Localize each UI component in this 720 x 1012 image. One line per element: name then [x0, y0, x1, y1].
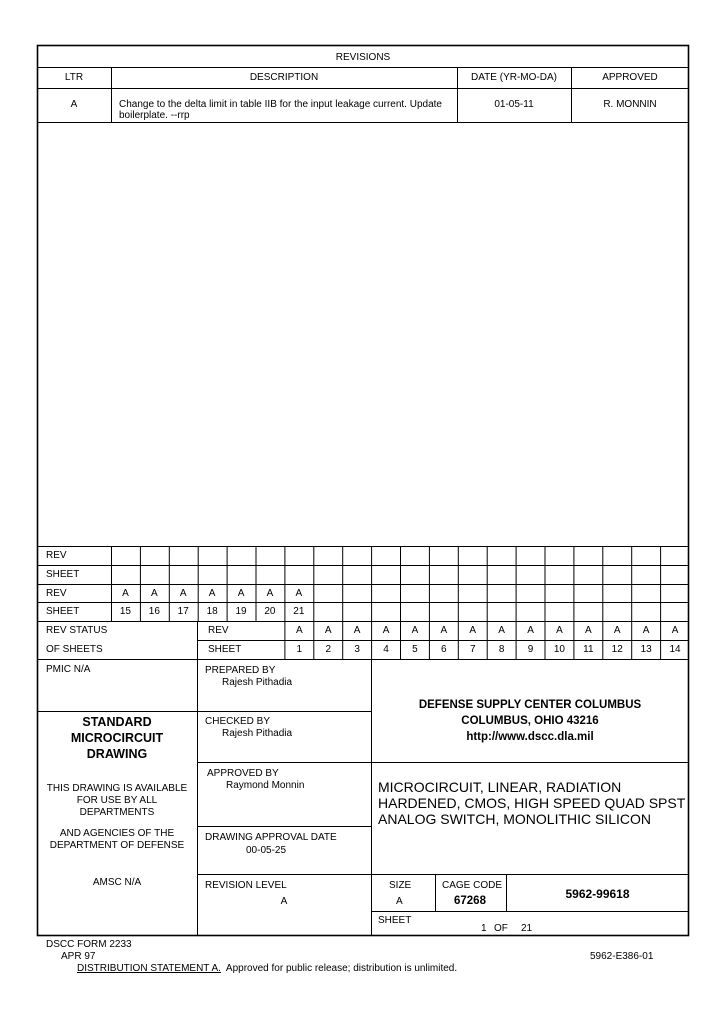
checked-by-name: Rajesh Pithadia — [222, 728, 293, 739]
lower-sheet-label: SHEET — [208, 644, 242, 655]
lower-sheet-cell: 10 — [553, 644, 565, 655]
prepared-by-name: Rajesh Pithadia — [222, 677, 293, 688]
prepared-by-label: PREPARED BY — [205, 665, 276, 676]
pmic-label: PMIC N/A — [46, 664, 91, 675]
col-description: DESCRIPTION — [249, 72, 319, 83]
revision-ltr: A — [70, 99, 78, 110]
distribution-text: Approved for public release; distribution is unlimited. — [220, 963, 458, 974]
upper-rev-cell: A — [266, 588, 274, 599]
revision-description-line2: boilerplate. --rrp — [119, 110, 190, 121]
lower-rev-cell: A — [498, 625, 505, 636]
revisions-header: REVISIONS — [335, 52, 391, 63]
lower-rev-cell: A — [411, 625, 419, 636]
availability-line-1: THIS DRAWING IS AVAILABLE — [46, 783, 188, 794]
drawing-number: 5962-99618 — [565, 887, 630, 901]
lower-sheet-cell: 8 — [498, 644, 505, 655]
lower-sheet-cell: 7 — [469, 644, 476, 655]
form-number: DSCC FORM 2233 — [46, 939, 132, 950]
sheet-number: 1 — [481, 923, 487, 934]
lower-sheet-cell: 13 — [640, 644, 652, 655]
availability-line-2: FOR USE BY ALL — [76, 795, 158, 806]
sheet-of: OF — [494, 923, 508, 934]
lower-sheet-cell: 6 — [441, 644, 447, 655]
upper-rev-label-1: REV — [46, 550, 67, 561]
lower-rev-cell: A — [296, 625, 303, 636]
lower-sheet-cell: 5 — [412, 644, 418, 655]
lower-rev-cell: A — [469, 625, 477, 636]
upper-rev-cell: A — [237, 588, 245, 599]
drawing-label: DRAWING — [86, 747, 148, 761]
agency-url: http://www.dscc.dla.mil — [466, 731, 594, 743]
availability-line-3: DEPARTMENTS — [79, 807, 155, 818]
upper-rev-cell: A — [122, 588, 129, 599]
upper-sheet-cell: 20 — [264, 606, 276, 617]
distribution-label: DISTRIBUTION STATEMENT A. — [77, 963, 221, 974]
lower-sheet-cell: 4 — [383, 644, 389, 655]
revision-approved: R. MONNIN — [603, 99, 657, 110]
drawing-title-line-3: ANALOG SWITCH, MONOLITHIC SILICON — [378, 811, 652, 827]
lower-sheet-cell: 3 — [354, 644, 360, 655]
approved-by-label: APPROVED BY — [207, 768, 279, 779]
lower-rev-label: REV — [208, 625, 229, 636]
col-ltr: LTR — [64, 72, 84, 83]
upper-rev-cell: A — [151, 588, 158, 599]
upper-sheet-cell: 16 — [148, 606, 160, 617]
lower-rev-cell: A — [585, 625, 592, 636]
upper-sheet-label-2: SHEET — [46, 606, 80, 617]
size-value: A — [396, 896, 403, 907]
of-sheets-label: OF SHEETS — [46, 644, 103, 655]
standard-label: STANDARD — [82, 715, 152, 729]
lower-rev-cell: A — [353, 625, 361, 636]
upper-rev-cell: A — [208, 588, 216, 599]
agency-name: DEFENSE SUPPLY CENTER COLUMBUS — [418, 699, 642, 711]
revision-description-line1: Change to the delta limit in table IIB for the input leakage current. Update — [119, 99, 442, 110]
checked-by-label: CHECKED BY — [205, 716, 271, 727]
lower-sheet-cell: 14 — [669, 644, 681, 655]
upper-sheet-cell: 21 — [293, 606, 305, 617]
upper-sheet-cell: 19 — [235, 606, 247, 617]
upper-sheet-cell: 17 — [177, 606, 189, 617]
upper-sheet-cell: 18 — [206, 606, 218, 617]
revision-level-label: REVISION LEVEL — [205, 880, 287, 891]
upper-sheet-label-1: SHEET — [46, 569, 80, 580]
col-approved: APPROVED — [602, 72, 658, 83]
agencies-line-2: DEPARTMENT OF DEFENSE — [49, 840, 185, 851]
revision-date: 01-05-11 — [494, 99, 534, 110]
lower-rev-cell: A — [382, 625, 390, 636]
amsc-label: AMSC N/A — [92, 877, 142, 888]
lower-sheet-cell: 12 — [611, 644, 623, 655]
lower-sheet-cell: 1 — [296, 644, 303, 655]
cage-code-label: CAGE CODE — [442, 880, 503, 891]
lower-rev-cell: A — [613, 625, 621, 636]
rev-status-label: REV STATUS — [46, 625, 108, 636]
lower-rev-cell: A — [440, 625, 448, 636]
drawing-title-line-2: HARDENED, CMOS, HIGH SPEED QUAD SPST — [378, 795, 686, 811]
lower-rev-cell: A — [324, 625, 332, 636]
microcircuit-label: MICROCIRCUIT — [70, 731, 164, 745]
document-code: 5962-E386-01 — [590, 951, 654, 962]
sheet-label: SHEET — [378, 915, 412, 926]
distribution-statement — [77, 963, 457, 974]
upper-rev-cell: A — [179, 588, 187, 599]
upper-sheet-cell: 15 — [119, 606, 131, 617]
approval-date-label: DRAWING APPROVAL DATE — [205, 832, 337, 843]
drawing-title-line-1: MICROCIRCUIT, LINEAR, RADIATION — [378, 779, 622, 795]
form-date: APR 97 — [61, 951, 96, 962]
agency-address: COLUMBUS, OHIO 43216 — [461, 715, 599, 727]
lower-sheet-cell: 11 — [583, 644, 594, 655]
lower-sheet-cell: 2 — [325, 644, 332, 655]
lower-rev-cell: A — [527, 625, 534, 636]
approval-date: 00-05-25 — [246, 845, 287, 856]
lower-rev-cell: A — [556, 625, 563, 636]
lower-sheet-cell: 9 — [527, 644, 534, 655]
lower-rev-cell: A — [671, 625, 679, 636]
lower-rev-cell: A — [642, 625, 650, 636]
size-label: SIZE — [389, 880, 412, 891]
cage-code-value: 67268 — [454, 895, 486, 907]
sheet-total: 21 — [521, 923, 533, 934]
col-date: DATE (YR-MO-DA) — [471, 72, 557, 83]
upper-rev-label-2: REV — [46, 588, 67, 599]
revision-level: A — [280, 896, 288, 907]
approved-by-name: Raymond Monnin — [226, 780, 305, 791]
upper-rev-cell: A — [295, 588, 303, 599]
agencies-line-1: AND AGENCIES OF THE — [59, 828, 175, 839]
